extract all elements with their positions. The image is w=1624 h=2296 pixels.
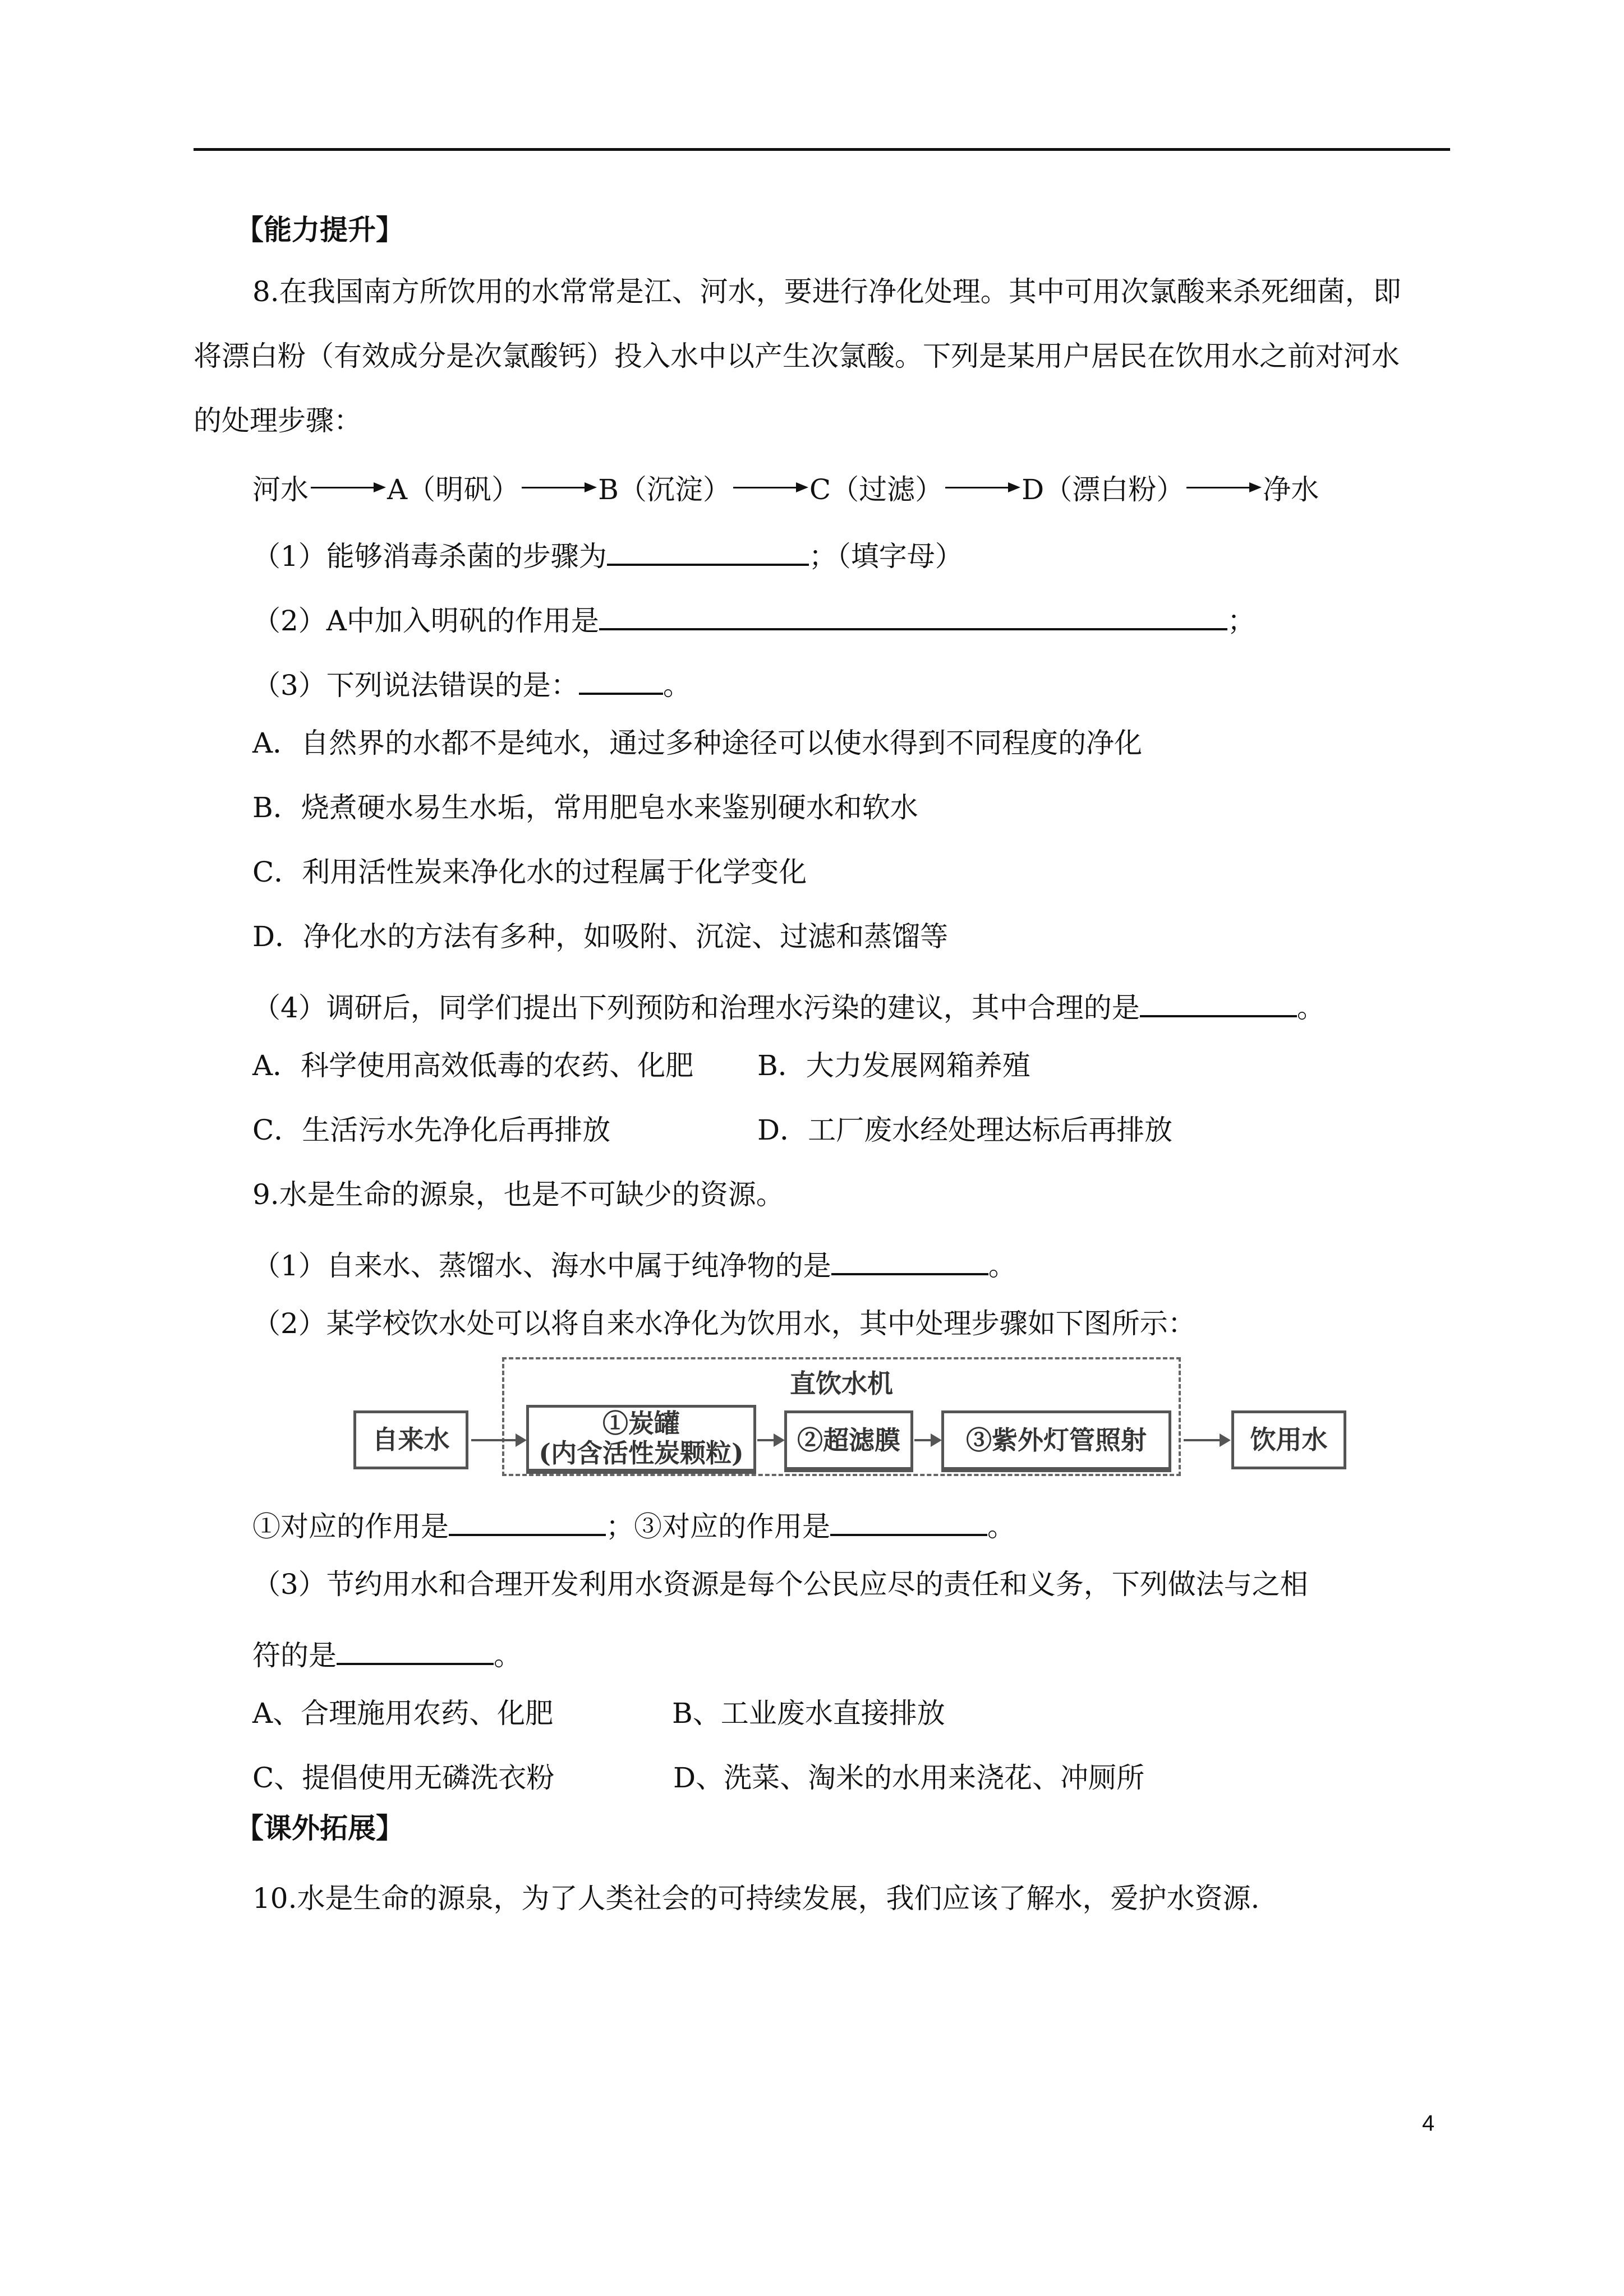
- answer-blank[interactable]: [830, 1506, 987, 1536]
- q9-option-b: B、工业废水直接排放: [672, 1697, 945, 1730]
- flow-step-river-water: 河水: [252, 473, 309, 506]
- q9-option-c: C、提倡使用无磷洗衣粉: [252, 1762, 555, 1794]
- answer-blank[interactable]: [1140, 987, 1297, 1017]
- q8-text-line2: 将漂白粉（有效成分是次氯酸钙）投入水中以产生次氯酸。下列是某用户居民在饮用水之前对河水: [194, 340, 1400, 372]
- box-tap-water: [353, 1410, 468, 1469]
- diagram-arrow: [757, 1439, 783, 1441]
- q9-sub2-answers: [252, 1506, 1015, 1541]
- q10-text: 10.水是生命的源泉，为了人类社会的可持续发展，我们应该了解水，爱护水资源.: [252, 1882, 1260, 1915]
- flow-step-d: D（漂白粉）: [1022, 473, 1185, 506]
- q9-sub2: （2）某学校饮水处可以将自来水净化为饮用水，其中处理步骤如下图所示：: [252, 1307, 1196, 1340]
- box-tap-water-label: 自来水: [372, 1424, 450, 1455]
- q8-option-a: A．自然界的水都不是纯水，通过多种途径可以使水得到不同程度的净化: [252, 727, 1143, 759]
- q8-sub4-option-a: A．科学使用高效低毒的农药、化肥: [252, 1049, 694, 1082]
- q9-sub3-prompt: 符的是: [252, 1639, 337, 1672]
- answer-blank[interactable]: [607, 536, 809, 566]
- q8-sub1-prompt: （1）能够消毒杀菌的步骤为: [252, 540, 607, 573]
- flow-step-c: C（过滤）: [809, 473, 944, 506]
- diagram-arrow: [471, 1439, 525, 1441]
- q8-sub3-prompt: （3）下列说法错误的是：: [252, 669, 579, 702]
- flow-arrow: [309, 471, 387, 499]
- flow-step-a: A（明矾）: [387, 473, 520, 506]
- answer-blank[interactable]: [449, 1506, 606, 1536]
- q9-ans3-prompt: ；③对应的作用是: [606, 1510, 830, 1543]
- q9-sub3-suffix: 。: [494, 1639, 522, 1672]
- flow-arrow: [519, 471, 598, 499]
- q8-sub4-prompt: （4）调研后，同学们提出下列预防和治理水污染的建议，其中合理的是: [252, 992, 1140, 1024]
- q8-sub2-prompt: （2）A中加入明矾的作用是: [252, 605, 599, 637]
- q8-sub3: [252, 665, 691, 702]
- q9-ans1-prompt: ①对应的作用是: [252, 1510, 449, 1543]
- box-uv-lamp-label: ③紫外灯管照射: [966, 1424, 1147, 1455]
- q8-text-line3: 的处理步骤：: [194, 404, 362, 437]
- q9-text: 9.水是生命的源泉，也是不可缺少的资源。: [252, 1178, 784, 1211]
- flow-arrow: [1184, 471, 1263, 499]
- answer-blank[interactable]: [831, 1245, 988, 1275]
- answer-blank[interactable]: [337, 1635, 494, 1665]
- q8-process-flow: [252, 471, 1319, 504]
- q9-sub1-prompt: （1）自来水、蒸馏水、海水中属于纯净物的是: [252, 1250, 831, 1282]
- q9-option-a: A、合理施用农药、化肥: [252, 1697, 554, 1730]
- q9-sub1: [252, 1245, 1016, 1280]
- q9-option-d: D、洗菜、淘米的水用来浇花、冲厕所: [673, 1762, 1145, 1794]
- q8-sub2-suffix: ；: [1227, 605, 1255, 637]
- q9-sub3-line2: [252, 1635, 522, 1670]
- flow-arrow: [943, 471, 1022, 499]
- q8-sub1-suffix: ；（填字母）: [808, 540, 963, 573]
- flow-step-b: B（沉淀）: [598, 473, 731, 506]
- box-carbon-tank: [526, 1405, 756, 1474]
- q8-option-b: B．烧煮硬水易生水垢，常用肥皂水来鉴别硬水和软水: [252, 791, 918, 824]
- q8-sub4: [252, 987, 1325, 1022]
- q8-option-d: D．净化水的方法有多种，如吸附、沉淀、过滤和蒸馏等: [252, 920, 949, 953]
- box-drinking-water-label: 饮用水: [1250, 1424, 1328, 1455]
- diagram-arrow: [914, 1439, 940, 1441]
- q8-sub2: [252, 600, 1255, 635]
- q8-sub4-option-b: B．大力发展网箱养殖: [757, 1049, 1030, 1082]
- box-uv-lamp: [941, 1410, 1171, 1472]
- box-ultrafiltration: [784, 1410, 913, 1472]
- q8-sub4-option-c: C．生活污水先净化后再排放: [252, 1114, 611, 1146]
- box-carbon-tank-label: ①炭罐: [602, 1408, 680, 1439]
- q8-sub3-suffix: 。: [663, 669, 691, 702]
- box-carbon-tank-sublabel: (内含活性炭颗粒): [539, 1437, 744, 1468]
- flow-step-clean-water: 净水: [1263, 473, 1319, 506]
- section-heading-ability: 【能力提升】: [236, 214, 404, 246]
- box-drinking-water: [1231, 1410, 1346, 1469]
- flow-arrow: [731, 471, 809, 499]
- q8-sub4-suffix: 。: [1296, 992, 1325, 1024]
- answer-blank[interactable]: [599, 600, 1227, 630]
- box-ultrafiltration-label: ②超滤膜: [797, 1424, 900, 1455]
- q8-sub4-option-d: D．工厂废水经处理达标后再排放: [757, 1114, 1173, 1146]
- q9-sub1-suffix: 。: [988, 1250, 1016, 1282]
- purifier-title: 直饮水机: [790, 1368, 893, 1399]
- q8-text-line1: 8.在我国南方所饮用的水常常是江、河水，要进行净化处理。其中可用次氯酸来杀死细菌，即: [252, 275, 1401, 308]
- q8-option-c: C．利用活性炭来净化水的过程属于化学变化: [252, 856, 807, 888]
- answer-blank[interactable]: [579, 665, 663, 695]
- water-purifier-diagram: [353, 1357, 1346, 1481]
- q8-sub1: [252, 536, 963, 573]
- page-number: 4: [1422, 2111, 1435, 2136]
- header-rule: [194, 148, 1450, 151]
- q9-sub3-line1: （3）节约用水和合理开发利用水资源是每个公民应尽的责任和义务，下列做法与之相: [252, 1568, 1308, 1601]
- q9-ans-suffix: 。: [987, 1510, 1015, 1543]
- section-heading-extension: 【课外拓展】: [236, 1812, 404, 1845]
- diagram-arrow: [1184, 1439, 1229, 1441]
